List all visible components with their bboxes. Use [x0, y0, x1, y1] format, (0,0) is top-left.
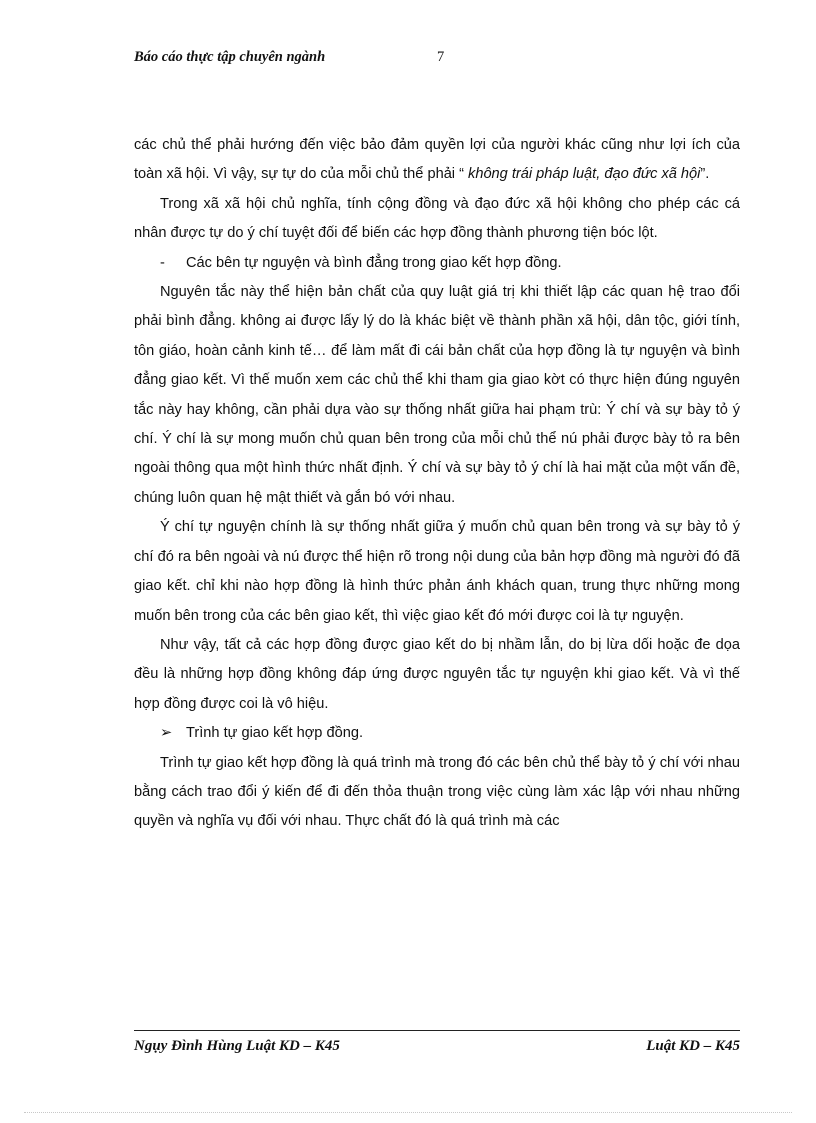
footer-course: Luật KD – K45: [646, 1038, 740, 1054]
paragraph-5: Ý chí tự nguyện chính là sự thống nhất giữa ý muốn chủ quan bên trong và sự bày tỏ ý chí đó ra bên ngoài và nú được thể hiện rõ trong nội dung của bản hợp đồng mà người đó đã giao kết. chỉ khi nào hợp đồng là hình thức phản ánh khách quan, trung thực những mong muốn bên trong của các bên giao kết, thì việc giao kết đó mới được coi là tự nguyện.: [134, 519, 740, 624]
paragraph-1-close: ”.: [700, 166, 710, 183]
document-body: [134, 131, 740, 837]
paragraph-6: Như vậy, tất cả các hợp đồng được giao kết do bị nhầm lẫn, do bị lừa dối hoặc đe dọa đều là những hợp đồng không đáp ứng được nguyên tắc tự nguyện khi giao kết. Và vì thế hợp đồng được coi là vô hiệu.: [134, 636, 740, 712]
arrow-item: [134, 719, 740, 748]
page-number: 7: [437, 49, 445, 65]
paragraph-2: Trong xã xã hội chủ nghĩa, tính cộng đồng và đạo đức xã hội không cho phép các cá nhân được tự do ý chí tuyệt đối để biến các hợp đồng thành phương tiện bóc lột.: [134, 195, 740, 242]
header-title: Báo cáo thực tập chuyên ngành: [134, 49, 326, 65]
dash-item-text: Các bên tự nguyện và bình đẳng trong giao kết hợp đồng.: [186, 254, 562, 271]
paragraph-1: [134, 131, 740, 190]
dash-bullet: -: [160, 254, 165, 271]
paragraph-4: Nguyên tắc này thể hiện bản chất của quy luật giá trị khi thiết lập các quan hệ trao đổi phải bình đẳng. không ai được lấy lý do là khác biệt về thành phần xã hội, dân tộc, giới tính, tôn giáo, hoàn cảnh kinh tế… để làm mất đi cái bản chất của hợp đồng là tự nguyện và bình đẳng giao kết. Vì thế muốn xem các chủ thể khi tham gia giao kờt có thực hiện đúng nguyên tắc này hay không, cần phải dựa vào sự thống nhất giữa hai phạm trù: Ý chí và sự bày tỏ ý chí. Ý chí là sự mong muốn chủ quan bên trong của mỗi chủ thể nú phải được bày tỏ ra bên ngoài thông qua một hình thức nhất định. Ý chí và sự bày tỏ ý chí là hai mặt của một vấn đề, chúng luôn quan hệ mật thiết và gắn bó với nhau.: [134, 284, 740, 506]
footer-author: Ngụy Đình Hùng Luật KD – K45: [134, 1038, 340, 1054]
paragraph-8: Trình tự giao kết hợp đồng là quá trình mà trong đó các bên chủ thể bày tỏ ý chí với nhau bằng cách trao đổi ý kiến để đi đến thỏa thuận trong việc cùng làm xác lập với nhau những quyền và nghĩa vụ đối với nhau. Thực chất đó là quá trình mà các: [134, 754, 740, 830]
page-edge-divider: [24, 1112, 792, 1113]
footer-divider: [134, 1030, 740, 1031]
page-footer: [134, 1038, 740, 1060]
arrow-item-text: Trình tự giao kết hợp đồng.: [186, 725, 363, 742]
arrow-bullet-icon: ➢: [160, 725, 173, 742]
paragraph-1-text: các chủ thể phải hướng đến việc bảo đảm quyền lợi của người khác cũng như lợi ích của toàn xã hội. Vì vậy, sự tự do của mỗi chủ thể phải “: [134, 137, 740, 183]
paragraph-1-emphasis: không trái pháp luật, đạo đức xã hội: [468, 166, 701, 183]
page-header: [134, 49, 694, 71]
dash-item: [134, 249, 740, 278]
